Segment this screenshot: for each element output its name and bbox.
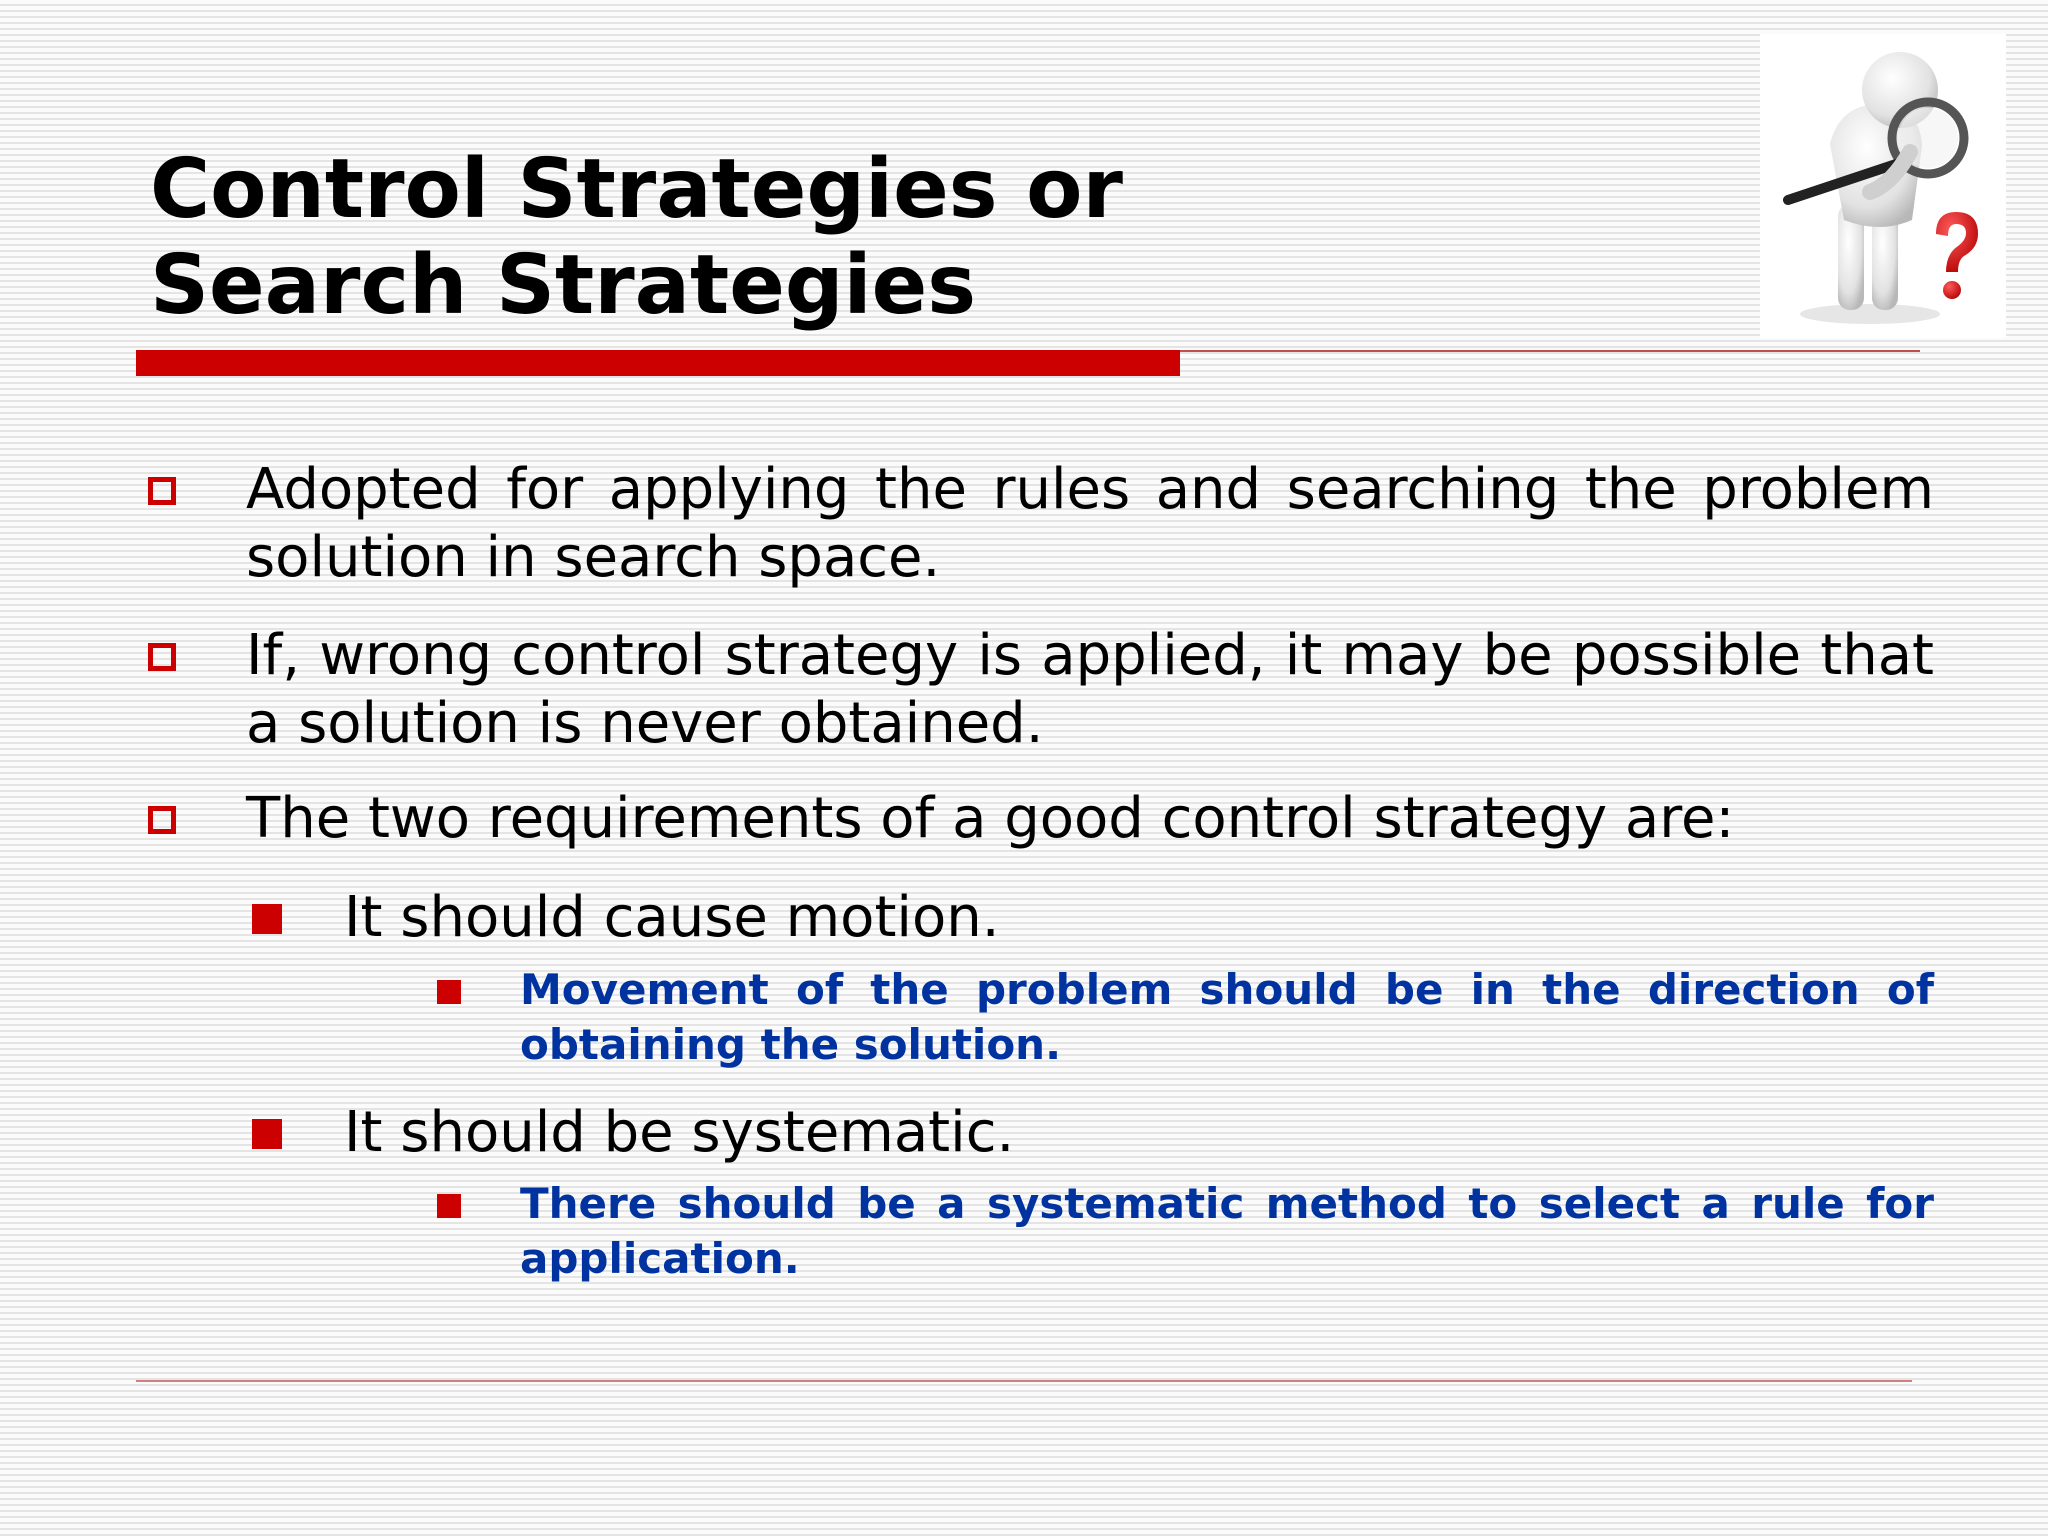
hollow-square-bullet-icon (148, 806, 176, 834)
hollow-square-bullet-icon (148, 477, 176, 505)
solid-square-bullet-icon (252, 1119, 282, 1149)
sub-bullet-item-1: It should cause motion. (344, 885, 1000, 950)
bullet-item-2: If, wrong control strategy is applied, it may be possible that a solution is never obtained. (246, 623, 1934, 756)
sub-sub-bullet-item-2: There should be a systematic method to select a rule for application. (520, 1179, 1934, 1283)
solid-square-bullet-icon (252, 904, 282, 934)
hollow-square-bullet-icon (148, 643, 176, 671)
bullet-item-1: Adopted for applying the rules and searching the problem solution in search space. (246, 457, 1934, 590)
title-line-2: Search Strategies (150, 238, 977, 333)
title-line-1: Control Strategies or (150, 142, 1123, 237)
sub-sub-bullet-item-1: Movement of the problem should be in the direction of obtaining the solution. (520, 965, 1934, 1069)
small-square-bullet-icon (437, 1194, 461, 1218)
small-square-bullet-icon (437, 980, 461, 1004)
sub-bullet-item-2: It should be systematic. (344, 1100, 1015, 1165)
bullet-item-3: The two requirements of a good control strategy are: (246, 786, 1735, 851)
